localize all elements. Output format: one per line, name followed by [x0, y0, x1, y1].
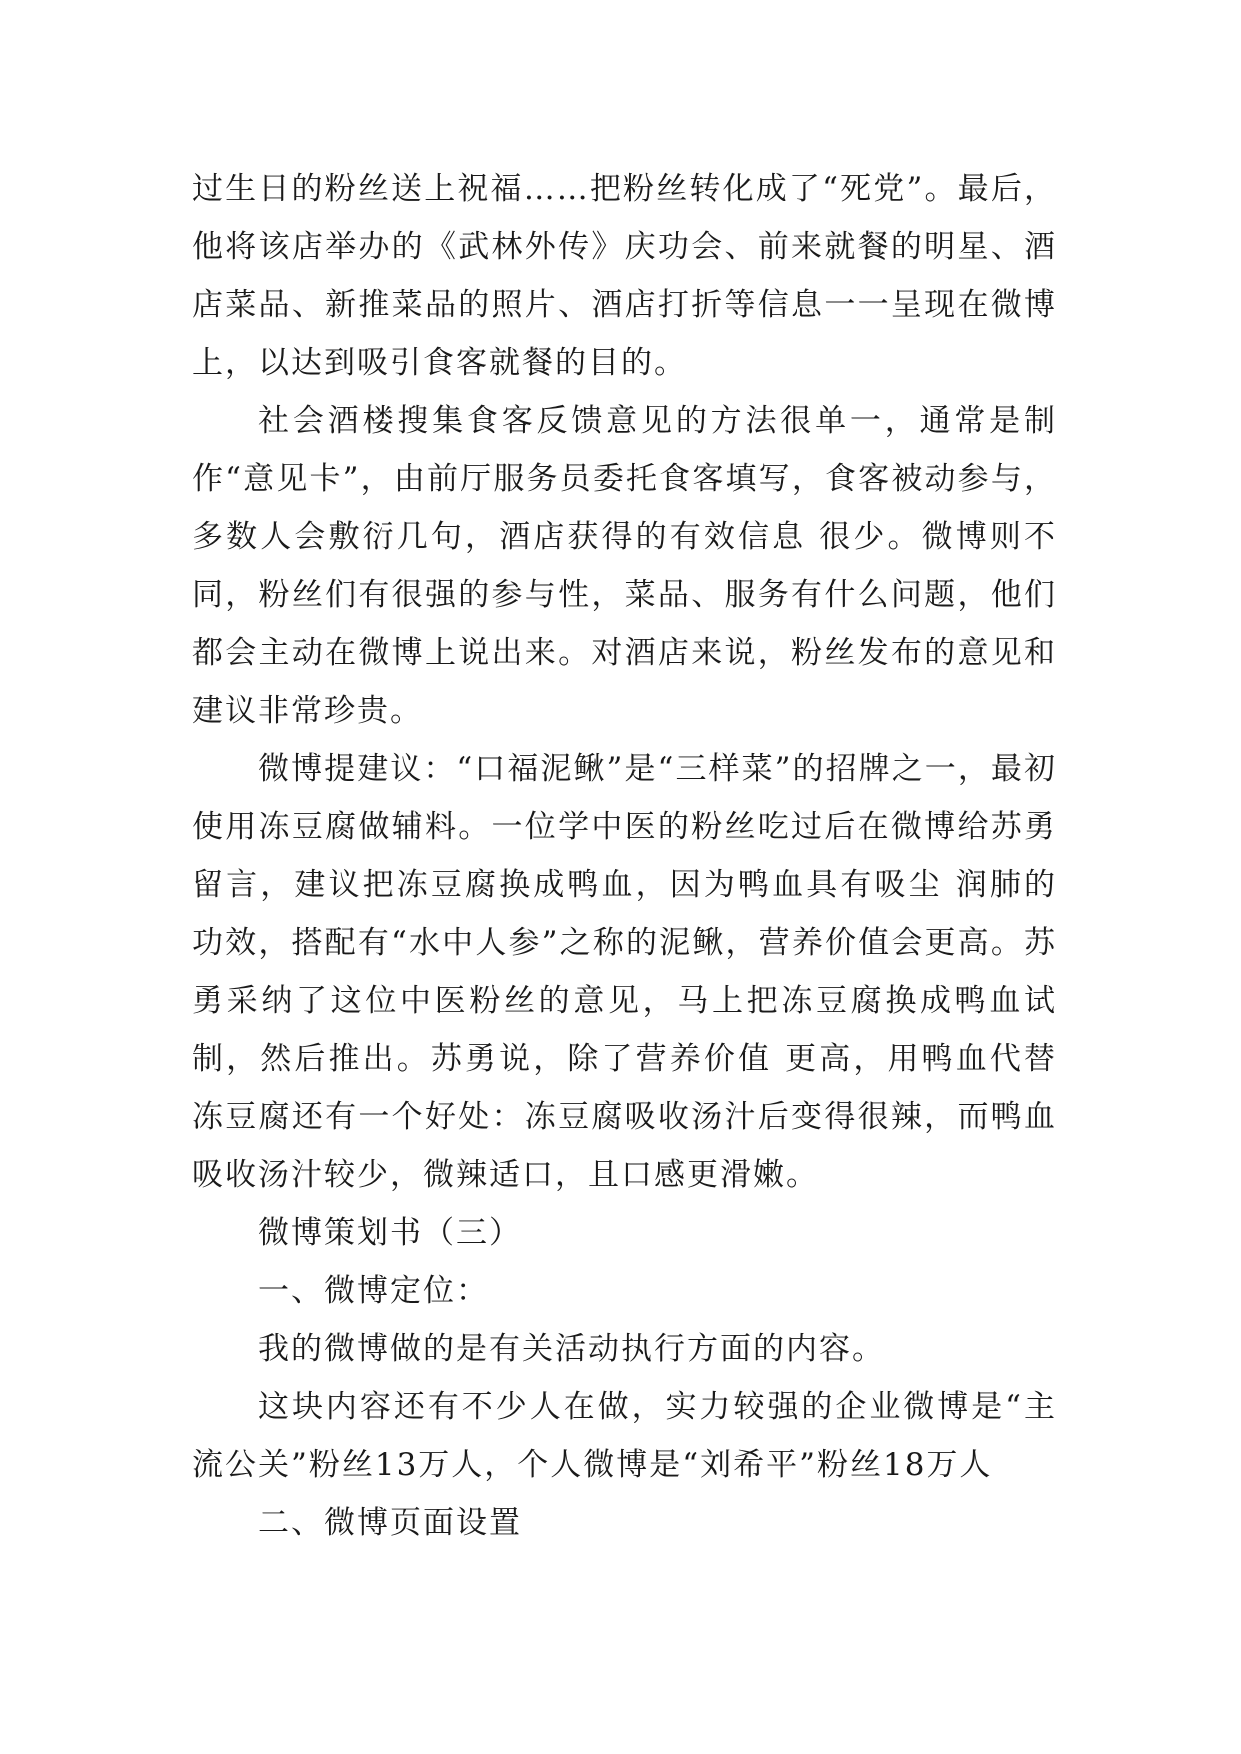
paragraph-feedback-methods: 社会酒楼搜集食客反馈意见的方法很单一，通常是制作“意见卡”，由前厅服务员委托食客填写，食客被动参与，多数人会敷衍几句，酒店获得的有效信息 很少。微博则不同，粉丝们有很强的参与性，菜品、服务有什么问题，他们都会主动在微博上说出来。对酒店来说，粉丝发布的意见和建议非常珍贵。: [192, 403, 1057, 729]
paragraph-continuation: 过生日的粉丝送上祝福……把粉丝转化成了“死党”。最后，他将该店举办的《武林外传》庆功会、前来就餐的明星、酒店菜品、新推菜品的照片、酒店打折等信息一一呈现在微博上，以达到吸引食客就餐的目的。: [192, 171, 1057, 381]
paragraph-positioning-content: 我的微博做的是有关活动执行方面的内容。: [258, 1331, 885, 1367]
heading-weibo-positioning: 一、微博定位：: [258, 1273, 489, 1309]
document-page: [192, 160, 1057, 1552]
section-title: 微博策划书（三）: [258, 1215, 522, 1251]
paragraph-weibo-suggestion: 微博提建议：“口福泥鳅”是“三样菜”的招牌之一，最初使用冻豆腐做辅料。一位学中医的粉丝吃过后在微博给苏勇留言，建议把冻豆腐换成鸭血，因为鸭血具有吸尘 润肺的功效，搭配有“水中人参”之称的泥鳅，营养价值会更高。苏勇采纳了这位中医粉丝的意见，马上把冻豆腐换成鸭血试制，然后推出。苏勇说，除了营养价值 更高，用鸭血代替冻豆腐还有一个好处：冻豆腐吸收汤汁后变得很辣，而鸭血吸收汤汁较少，微辣适口，且口感更滑嫩。: [192, 751, 1057, 1193]
heading-page-settings: 二、微博页面设置: [258, 1505, 522, 1541]
paragraph-competitors: 这块内容还有不少人在做，实力较强的企业微博是“主流公关”粉丝13万人，个人微博是“刘希平”粉丝18万人: [192, 1389, 1057, 1483]
